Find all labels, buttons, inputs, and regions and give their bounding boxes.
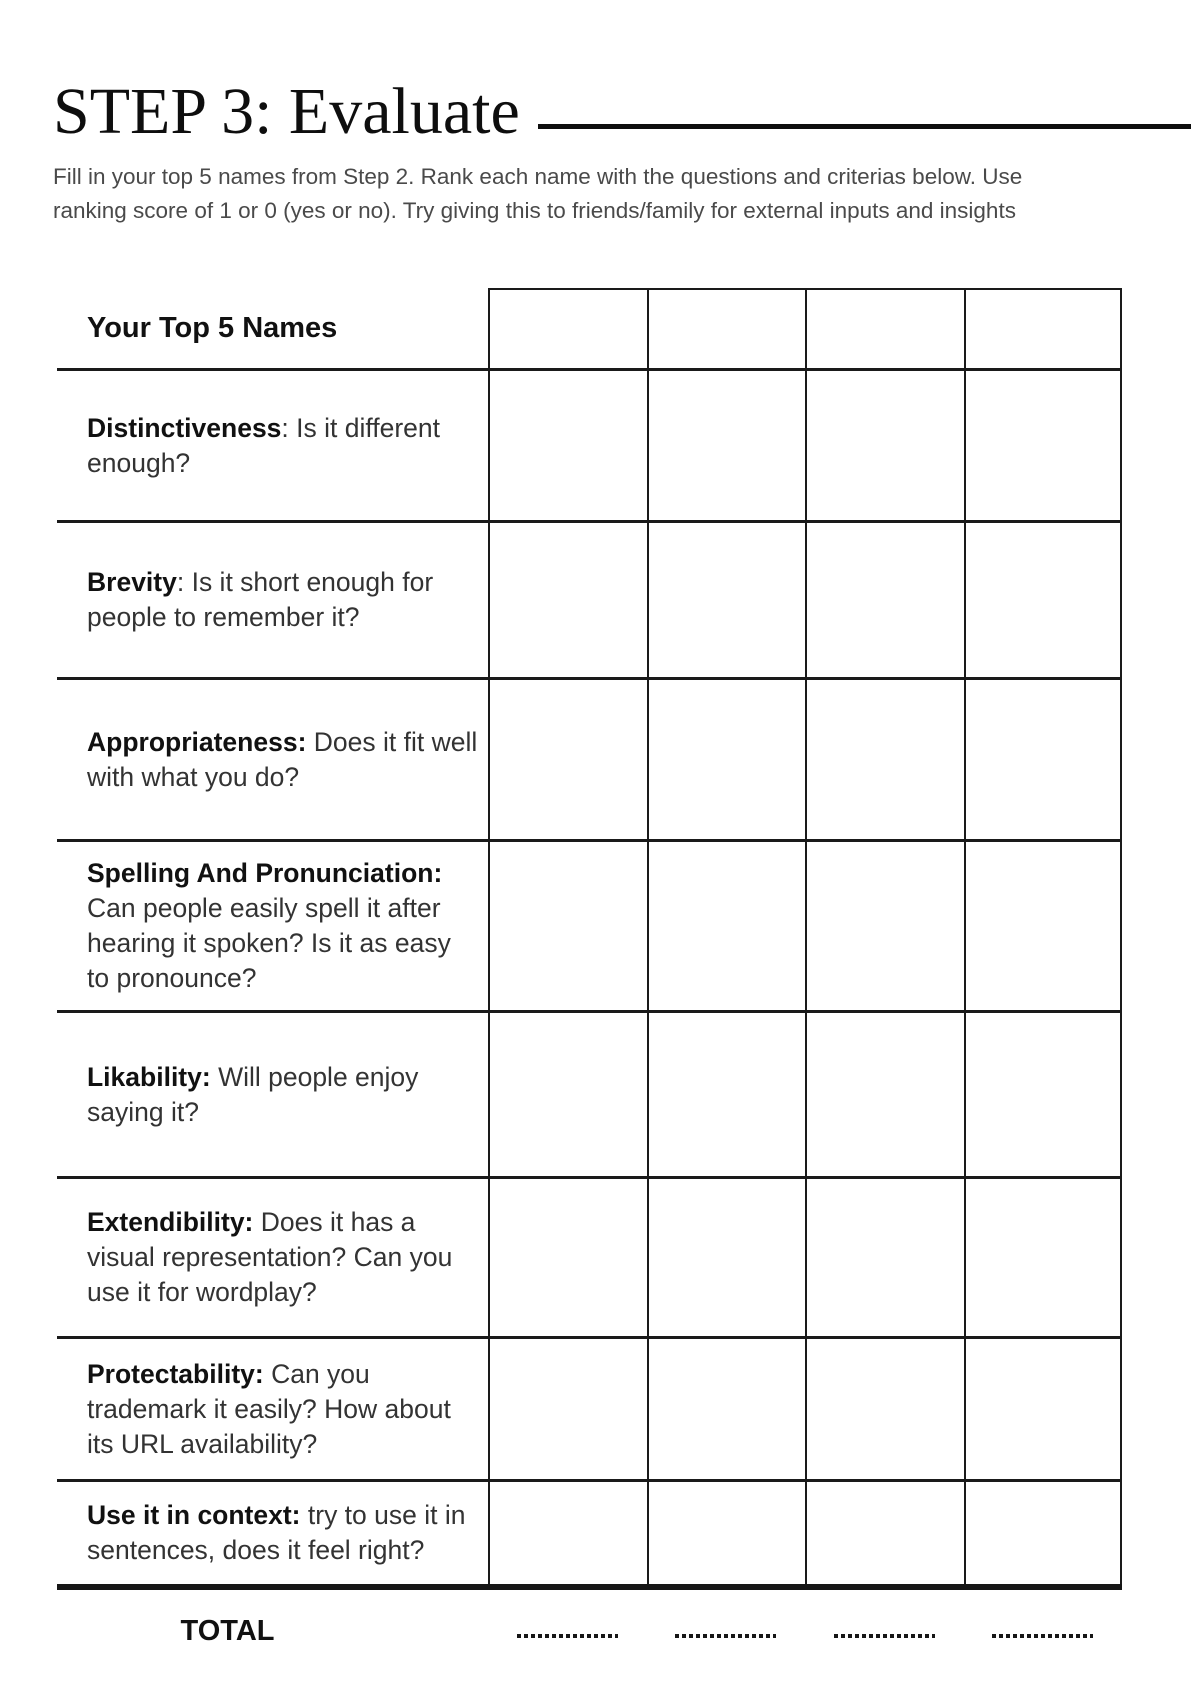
total-cell [964,1624,1123,1638]
total-cell [488,1624,647,1638]
criteria-protectability: Protectability: Can you trademark it easily? How about its URL availability? [57,1339,488,1482]
total-label: TOTAL [180,1614,275,1647]
score-cell[interactable] [805,680,964,842]
name-input-cell[interactable] [647,288,806,371]
total-blank[interactable] [992,1634,1093,1638]
score-cell[interactable] [964,371,1123,523]
score-cell[interactable] [488,1179,647,1339]
score-cell[interactable] [647,842,806,1013]
score-cell[interactable] [964,1339,1123,1482]
name-input-cell[interactable] [964,288,1123,371]
score-cell[interactable] [488,1482,647,1584]
name-input-cell[interactable] [805,288,964,371]
score-cell[interactable] [805,523,964,680]
criteria-likability: Likability: Will people enjoy saying it? [57,1013,488,1179]
total-cell [647,1624,806,1638]
score-cell[interactable] [964,1179,1123,1339]
score-cell[interactable] [805,1339,964,1482]
title-rule [538,124,1191,129]
total-cell [805,1624,964,1638]
score-cell[interactable] [964,842,1123,1013]
criteria-use-in-context: Use it in context: try to use it in sentences, does it feel right? [57,1482,488,1584]
score-cell[interactable] [805,1482,964,1584]
score-cell[interactable] [964,1013,1123,1179]
score-cell[interactable] [805,371,964,523]
score-cell[interactable] [488,1339,647,1482]
title-row [53,74,1191,150]
criteria-spelling-pronunciation: Spelling And Pronunciation: Can people easily spell it after hearing it spoken? Is it as easy to pronounce? [57,842,488,1013]
evaluation-table [57,288,1122,1590]
total-blank[interactable] [517,1634,618,1638]
page-title: STEP 3: Evaluate [53,75,520,148]
criteria-appropriateness: Appropriateness: Does it fit well with what you do? [57,680,488,842]
score-cell[interactable] [488,842,647,1013]
table-header-label: Your Top 5 Names [57,288,488,371]
score-cell[interactable] [647,1339,806,1482]
score-cell[interactable] [647,1482,806,1584]
score-cell[interactable] [964,523,1123,680]
score-cell[interactable] [647,1179,806,1339]
score-cell[interactable] [488,371,647,523]
score-cell[interactable] [647,523,806,680]
score-cell[interactable] [805,1013,964,1179]
total-row [57,1604,1122,1658]
score-cell[interactable] [805,842,964,1013]
intro-text: Fill in your top 5 names from Step 2. Rank each name with the questions and criterias below. Use ranking score of 1 or 0 (yes or no). Try giving this to friends/family for external inputs and insights [53,164,1023,223]
score-cell[interactable] [488,680,647,842]
score-cell[interactable] [647,1013,806,1179]
criteria-distinctiveness: Distinctiveness: Is it different enough? [57,371,488,523]
score-cell[interactable] [647,371,806,523]
criteria-brevity: Brevity: Is it short enough for people to remember it? [57,523,488,680]
total-blank[interactable] [834,1634,935,1638]
score-cell[interactable] [805,1179,964,1339]
name-input-cell[interactable] [488,288,647,371]
total-blank[interactable] [675,1634,776,1638]
score-cell[interactable] [964,680,1123,842]
score-cell[interactable] [647,680,806,842]
criteria-extendibility: Extendibility: Does it has a visual representation? Can you use it for wordplay? [57,1179,488,1339]
score-cell[interactable] [488,1013,647,1179]
score-cell[interactable] [488,523,647,680]
score-cell[interactable] [964,1482,1123,1584]
